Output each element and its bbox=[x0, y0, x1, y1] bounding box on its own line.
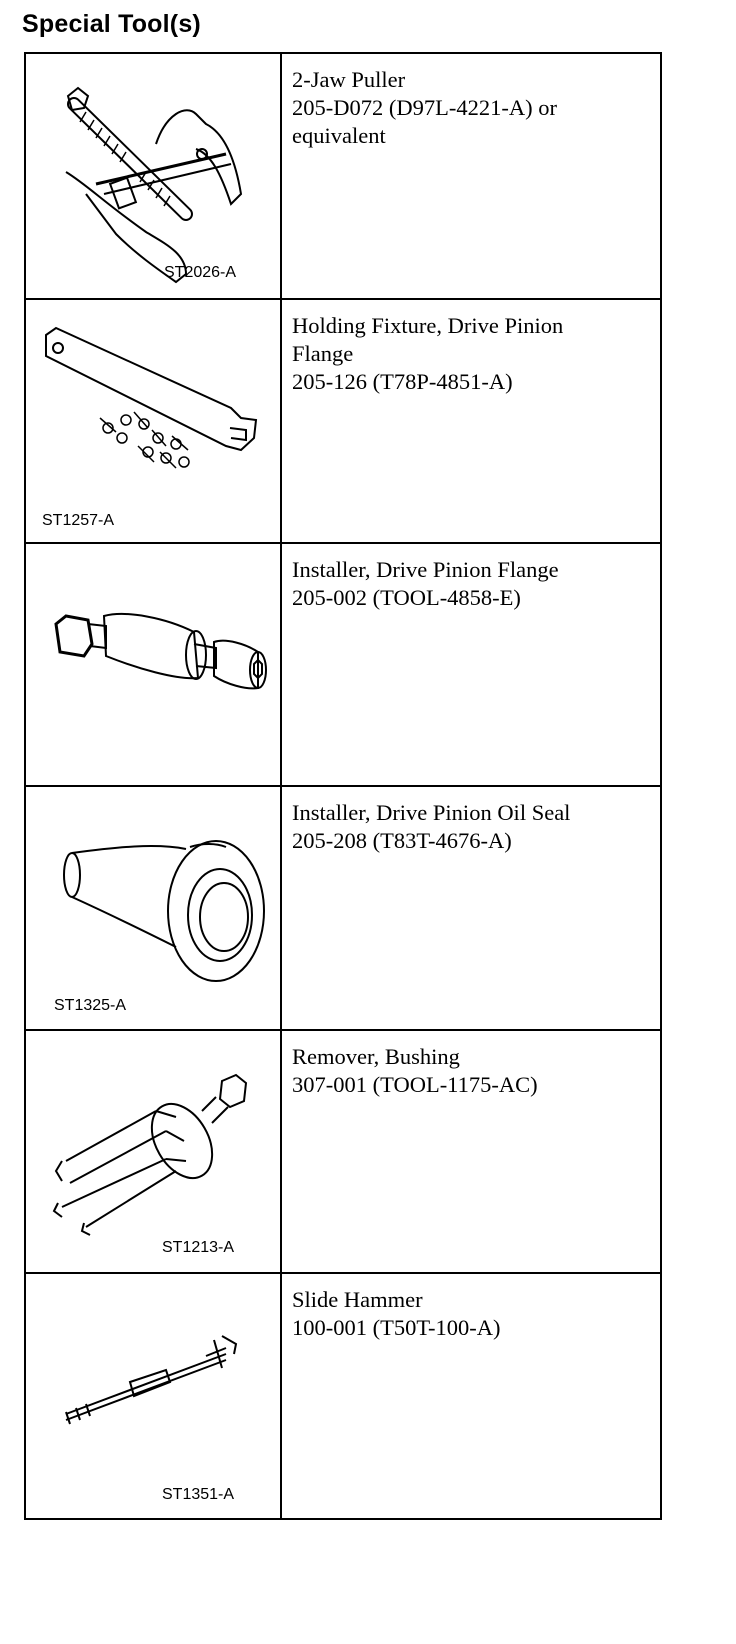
tool-name: Remover, Bushing bbox=[292, 1044, 460, 1069]
tool-description bbox=[281, 1273, 661, 1519]
two-jaw-puller-icon bbox=[26, 54, 280, 298]
tool-image-cell bbox=[25, 1273, 281, 1519]
tool-part-number: 307-001 (TOOL-1175-AC) bbox=[292, 1072, 538, 1097]
tool-part-note: equivalent bbox=[292, 123, 386, 148]
tool-part-number: 100-001 (T50T-100-A) bbox=[292, 1315, 501, 1340]
tool-code: ST2026-A bbox=[164, 264, 237, 281]
tool-description bbox=[281, 543, 661, 786]
tool-name: Holding Fixture, Drive Pinion bbox=[292, 313, 564, 338]
tool-part-number: 205-D072 (D97L-4221-A) or bbox=[292, 95, 557, 120]
bushing-remover-icon bbox=[26, 1031, 280, 1272]
holding-fixture-icon bbox=[26, 300, 280, 542]
tool-name: Installer, Drive Pinion Flange bbox=[292, 557, 559, 582]
slide-hammer-icon bbox=[26, 1274, 280, 1518]
tool-part-number: 205-208 (T83T-4676-A) bbox=[292, 828, 512, 853]
tool-description bbox=[281, 53, 661, 299]
table-row bbox=[25, 1273, 661, 1519]
tool-code: ST1257-A bbox=[42, 512, 115, 529]
tool-name: Installer, Drive Pinion Oil Seal bbox=[292, 800, 571, 825]
tool-name-continued: Flange bbox=[292, 341, 354, 366]
tool-image-cell bbox=[25, 1030, 281, 1273]
flange-installer-icon bbox=[26, 544, 280, 785]
tool-code: ST1213-A bbox=[162, 1239, 235, 1256]
table-row bbox=[25, 543, 661, 786]
tool-code: ST1351-A bbox=[162, 1486, 235, 1503]
tool-description bbox=[281, 786, 661, 1030]
tool-image-cell bbox=[25, 53, 281, 299]
tool-image-cell bbox=[25, 299, 281, 543]
tool-image-cell bbox=[25, 786, 281, 1030]
tool-name: 2-Jaw Puller bbox=[292, 67, 406, 92]
table-row bbox=[25, 299, 661, 543]
table-row bbox=[25, 786, 661, 1030]
table-row bbox=[25, 53, 661, 299]
tool-code: ST1325-A bbox=[54, 997, 127, 1014]
tool-part-number: 205-002 (TOOL-4858-E) bbox=[292, 585, 521, 610]
tool-description bbox=[281, 299, 661, 543]
table-row bbox=[25, 1030, 661, 1273]
section-heading: Special Tool(s) bbox=[22, 10, 201, 38]
tool-name: Slide Hammer bbox=[292, 1287, 423, 1312]
tool-part-number: 205-126 (T78P-4851-A) bbox=[292, 369, 513, 394]
tool-image-cell bbox=[25, 543, 281, 786]
tool-description bbox=[281, 1030, 661, 1273]
special-tools-table bbox=[24, 52, 662, 1520]
oil-seal-installer-icon bbox=[26, 787, 280, 1029]
